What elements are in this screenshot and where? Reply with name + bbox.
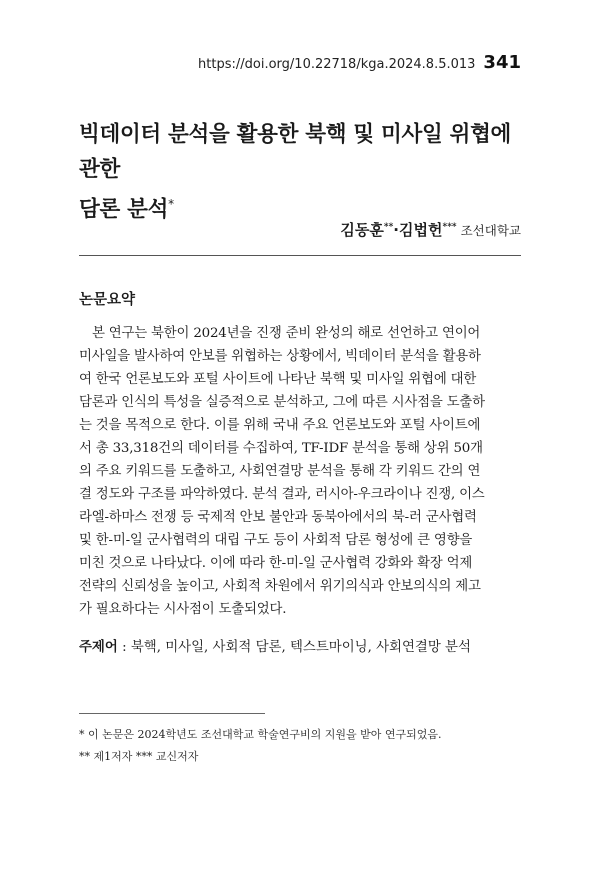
abstract-line: 가 필요하다는 시사점이 도출되었다. — [79, 602, 287, 617]
abstract-line: 결 정도와 구조를 파악하였다. 분석 결과, 러시아-우크라이나 진쟁, 이스 — [79, 487, 485, 502]
paper-title — [79, 117, 529, 227]
author-1: 김동훈 — [340, 221, 384, 239]
title-line-2-text: 담론 분석 — [79, 197, 169, 223]
title-divider — [79, 255, 521, 256]
page-number: 341 — [483, 52, 521, 73]
author-1-mark: ** — [383, 222, 394, 233]
abstract-line: 의 주요 키워드를 도출하고, 사회연결망 분석을 통해 각 키워드 간의 연 — [79, 464, 481, 479]
abstract-line: 전략의 신뢰성을 높이고, 사회적 차원에서 위기의식과 안보의식의 제고 — [79, 579, 481, 594]
keywords — [79, 636, 521, 655]
page-header — [198, 52, 521, 73]
affiliation: 조선대학교 — [460, 223, 521, 238]
title-line-1: 빅데이터 분석을 활용한 북핵 및 미사일 위협에 관한 — [79, 122, 512, 182]
abstract-line: 미친 것으로 나타났다. 이에 따라 한-미-일 군사협력 강화와 확장 억제 — [79, 556, 473, 571]
abstract-line: 담론과 인식의 특성을 실증적으로 분석하고, 그에 따른 시사점을 도출하 — [79, 395, 485, 410]
author-2: 김법헌 — [399, 221, 443, 239]
author-separator: · — [393, 221, 399, 239]
abstract-line: 본 연구는 북한이 2024년을 진쟁 준비 완성의 해로 선언하고 연이어 — [92, 326, 481, 341]
abstract-line: 라엘-하마스 전쟁 등 국제적 안보 불안과 동북아에서의 북-러 군사협력 — [79, 510, 477, 525]
keywords-list: : 북핵, 미사일, 사회적 담론, 텍스트마이닝, 사회연결망 분석 — [117, 640, 471, 655]
footnote-funding: * 이 논문은 2024학년도 조선대학교 학술연구비의 지원을 받아 연구되었음. — [79, 728, 442, 741]
abstract-line: 서 총 33,318건의 데이터를 수집하여, TF-IDF 분석을 통해 상위 50개 — [79, 441, 483, 456]
title-footnote-mark: * — [168, 197, 174, 211]
abstract-line: 여 한국 언론보도와 포털 사이트에 나타난 북핵 및 미사일 위협에 대한 — [79, 372, 477, 387]
abstract-body — [79, 322, 521, 621]
keywords-label: 주제어 — [79, 640, 118, 655]
footnote-authors: ** 제1저자 *** 교신저자 — [79, 750, 199, 763]
abstract-line: 미사일을 발사하여 안보를 위협하는 상황에서, 빅데이터 분석을 활용하 — [79, 349, 481, 364]
abstract-line: 는 것을 목적으로 한다. 이를 위해 국내 주요 언론보도와 포털 사이트에 — [79, 418, 481, 433]
author-2-mark: *** — [442, 222, 457, 233]
doi-link[interactable]: https://doi.org/10.22718/kga.2024.8.5.013 — [198, 57, 476, 72]
abstract-line: 및 한-미-일 군사협력의 대립 구도 등이 사회적 담론 형성에 큰 영향을 — [79, 533, 473, 548]
footnote-divider — [79, 713, 265, 714]
author-line — [340, 219, 521, 240]
abstract-heading: 논문요약 — [79, 292, 136, 308]
